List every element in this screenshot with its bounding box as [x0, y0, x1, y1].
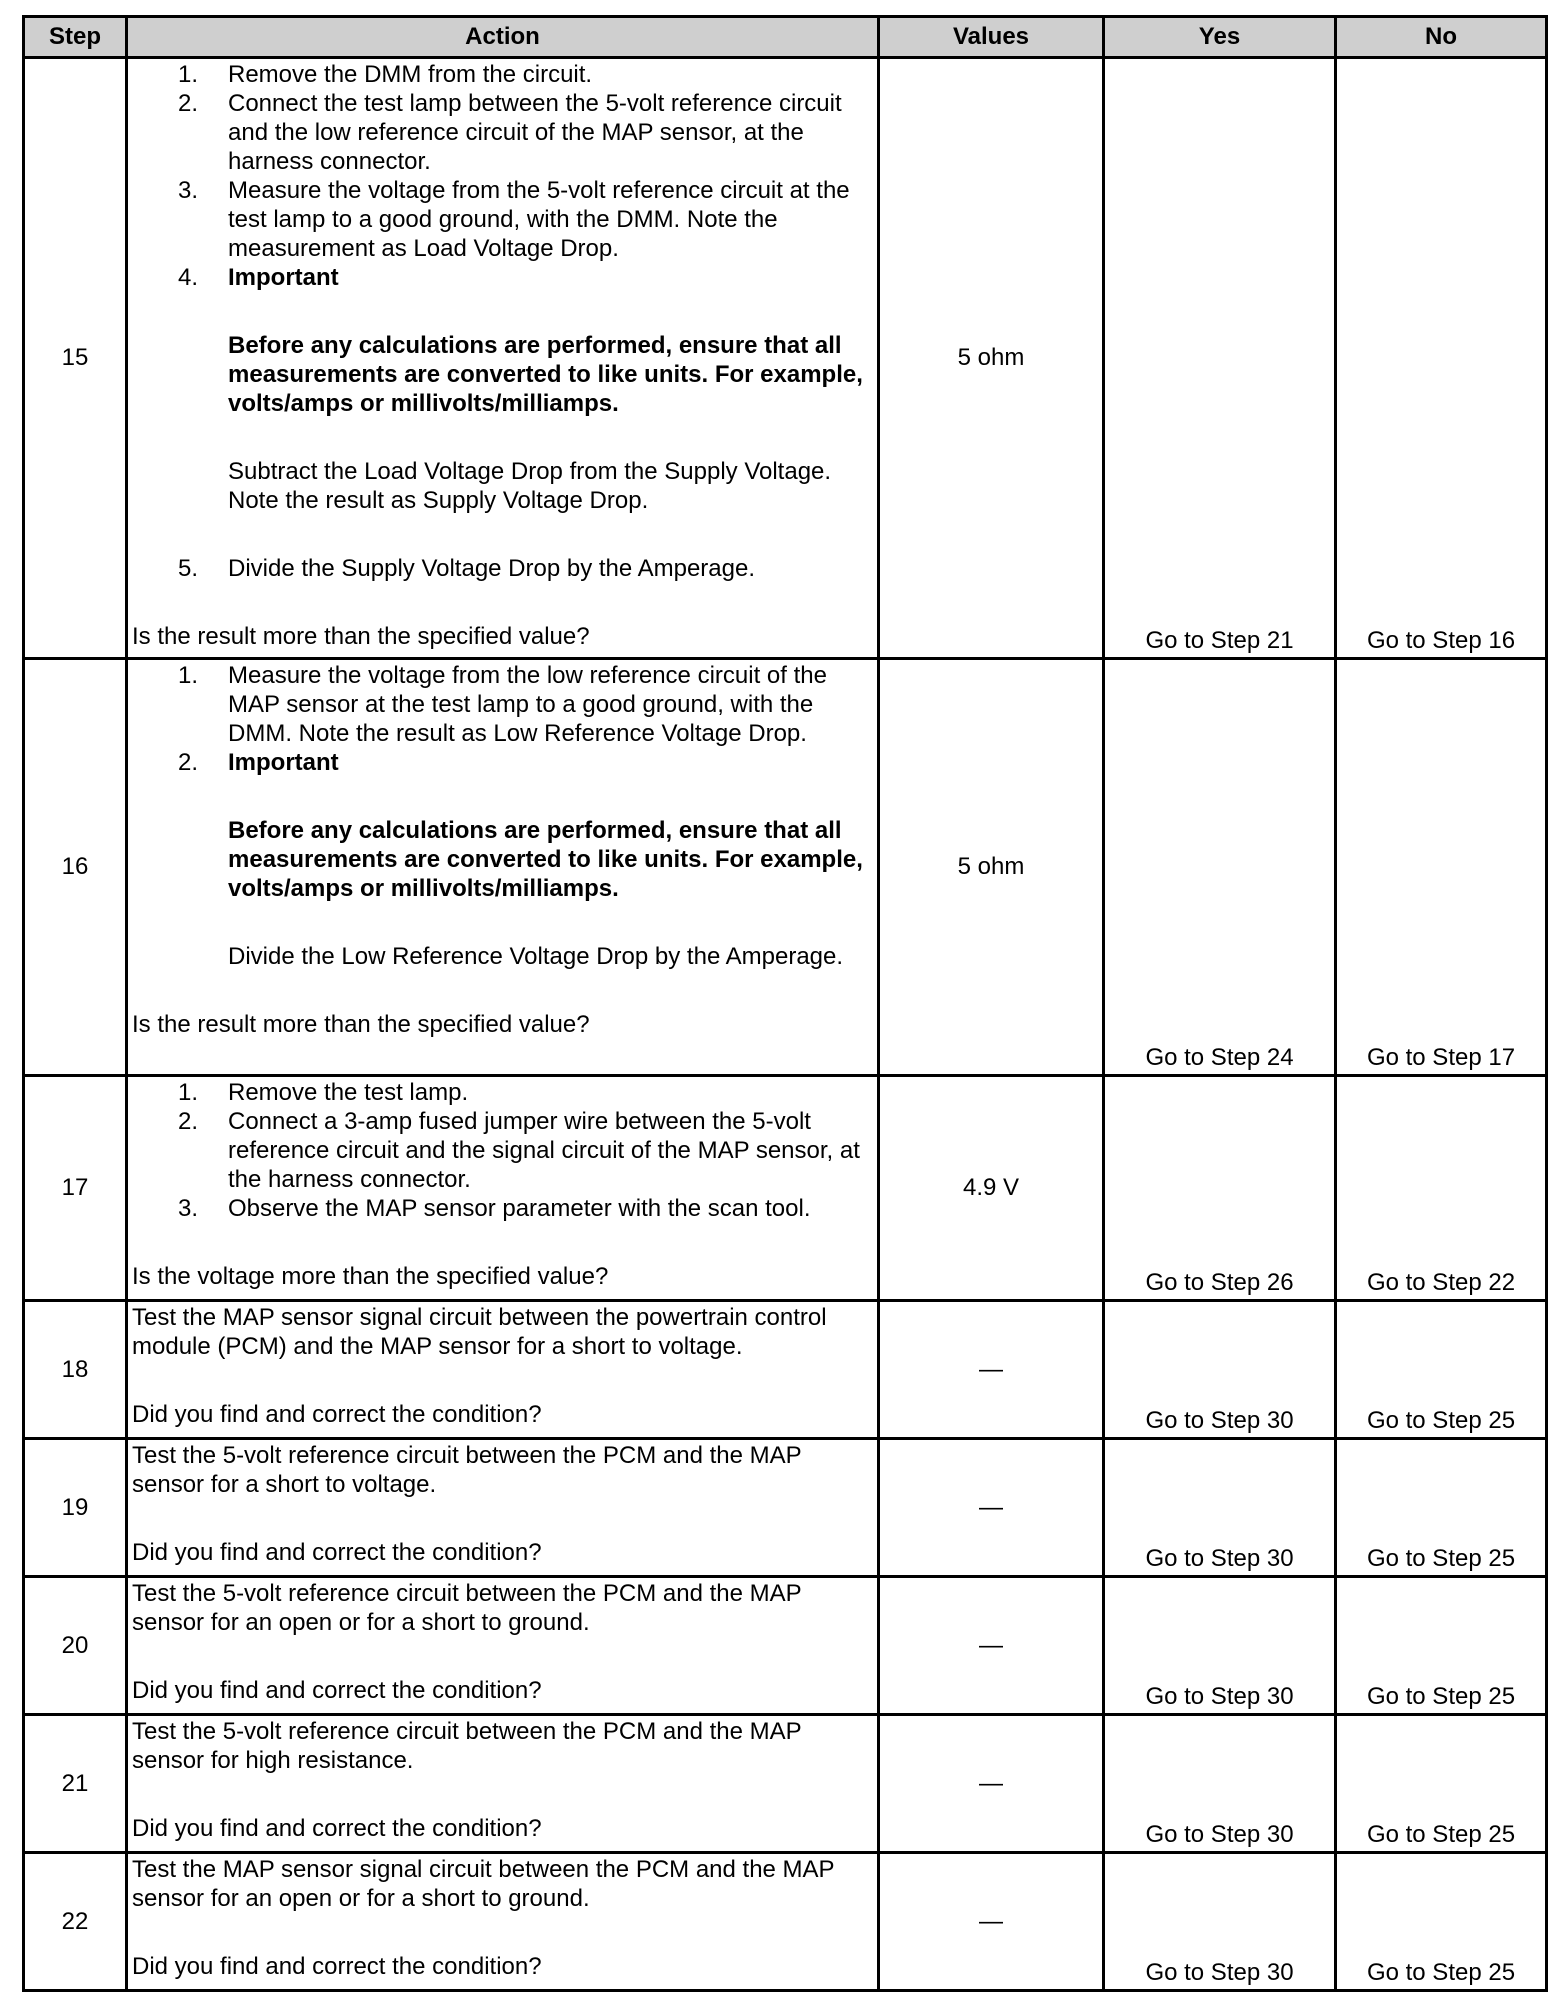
header-action: Action [127, 17, 879, 58]
item-number: 2. [177, 1108, 198, 1135]
step-number: 21 [24, 1715, 127, 1853]
no-cell: Go to Step 16 [1336, 58, 1547, 659]
item-number: 3. [177, 1195, 198, 1222]
value-cell: — [879, 1301, 1104, 1439]
step-number: 15 [24, 58, 127, 659]
item-number: 2. [177, 90, 198, 117]
question-text: Is the result more than the specified value? [132, 1011, 590, 1038]
instruction-text: Test the MAP sensor signal circuit between the powertrain control module (PCM) and the MAP sensor for a short to voltage. [132, 1304, 827, 1360]
yes-cell: Go to Step 21 [1104, 58, 1336, 659]
list-item [132, 263, 873, 292]
item-number: 3. [177, 177, 198, 204]
list-item [132, 661, 873, 748]
question-text: Did you find and correct the condition? [132, 1401, 542, 1428]
step-number: 18 [24, 1301, 127, 1439]
item-number: 1. [177, 662, 198, 689]
table-row [24, 1076, 1547, 1301]
question-text: Did you find and correct the condition? [132, 1539, 542, 1566]
table-row [24, 1439, 1547, 1577]
item-text: Remove the test lamp. [228, 1079, 469, 1106]
item-text: Observe the MAP sensor parameter with the scan tool. [228, 1195, 811, 1222]
table-row [24, 1301, 1547, 1439]
value-cell: — [879, 1853, 1104, 1991]
question-text: Is the voltage more than the specified value? [132, 1263, 609, 1290]
value-cell: 5 ohm [879, 659, 1104, 1076]
table-row [24, 1853, 1547, 1991]
table-row [24, 659, 1547, 1076]
instruction-text: Test the 5-volt reference circuit between the PCM and the MAP sensor for an open or for a short to ground. [132, 1580, 802, 1636]
action-cell [127, 1439, 879, 1577]
yes-cell: Go to Step 24 [1104, 659, 1336, 1076]
no-cell: Go to Step 17 [1336, 659, 1547, 1076]
question-text: Did you find and correct the condition? [132, 1677, 542, 1704]
action-cell [127, 659, 879, 1076]
action-cell [127, 1577, 879, 1715]
important-label: Important [228, 749, 339, 776]
item-number: 5. [177, 555, 198, 582]
yes-cell: Go to Step 30 [1104, 1715, 1336, 1853]
instruction-text: Test the MAP sensor signal circuit between the PCM and the MAP sensor for an open or for a short to ground. [132, 1856, 835, 1912]
yes-cell: Go to Step 26 [1104, 1076, 1336, 1301]
item-text: Measure the voltage from the 5-volt reference circuit at the test lamp to a good ground, with the DMM. Note the measurement as Load Voltage Drop. [228, 177, 850, 262]
list-item [132, 748, 873, 777]
action-cell [127, 1076, 879, 1301]
list-item [132, 60, 873, 89]
action-cell [127, 58, 879, 659]
action-cell [127, 1853, 879, 1991]
value-cell: 4.9 V [879, 1076, 1104, 1301]
value-cell: 5 ohm [879, 58, 1104, 659]
no-cell: Go to Step 25 [1336, 1439, 1547, 1577]
table-row [24, 1715, 1547, 1853]
no-cell: Go to Step 22 [1336, 1076, 1547, 1301]
item-text: Remove the DMM from the circuit. [228, 61, 593, 88]
action-cell [127, 1301, 879, 1439]
item-number: 1. [177, 1079, 198, 1106]
instruction-text: Test the 5-volt reference circuit between the PCM and the MAP sensor for high resistance. [132, 1718, 802, 1774]
list-item [132, 554, 873, 583]
value-cell: — [879, 1715, 1104, 1853]
header-no: No [1336, 17, 1547, 58]
table-row [24, 1577, 1547, 1715]
step-number: 22 [24, 1853, 127, 1991]
list-item [132, 1078, 873, 1107]
header-row [24, 17, 1547, 58]
instruction-text: Divide the Low Reference Voltage Drop by the Amperage. [228, 943, 844, 970]
question-text: Did you find and correct the condition? [132, 1815, 542, 1842]
instruction-text: Subtract the Load Voltage Drop from the Supply Voltage. Note the result as Supply Voltage Drop. [228, 458, 832, 514]
value-cell: — [879, 1439, 1104, 1577]
yes-cell: Go to Step 30 [1104, 1301, 1336, 1439]
no-cell: Go to Step 25 [1336, 1853, 1547, 1991]
yes-cell: Go to Step 30 [1104, 1577, 1336, 1715]
list-item [132, 1194, 873, 1223]
item-text: Measure the voltage from the low reference circuit of the MAP sensor at the test lamp to a good ground, with the DMM. Note the result as Low Reference Voltage Drop. [228, 662, 827, 747]
no-cell: Go to Step 25 [1336, 1577, 1547, 1715]
item-number: 1. [177, 61, 198, 88]
no-cell: Go to Step 25 [1336, 1301, 1547, 1439]
step-number: 20 [24, 1577, 127, 1715]
item-text: Divide the Supply Voltage Drop by the Amperage. [228, 555, 755, 582]
important-label: Important [228, 264, 339, 291]
no-cell: Go to Step 25 [1336, 1715, 1547, 1853]
header-step: Step [24, 17, 127, 58]
table-row [24, 58, 1547, 659]
list-item [132, 176, 873, 263]
header-yes: Yes [1104, 17, 1336, 58]
instruction-text: Test the 5-volt reference circuit between the PCM and the MAP sensor for a short to voltage. [132, 1442, 802, 1498]
yes-cell: Go to Step 30 [1104, 1853, 1336, 1991]
yes-cell: Go to Step 30 [1104, 1439, 1336, 1577]
list-item [132, 1107, 873, 1194]
action-cell [127, 1715, 879, 1853]
step-number: 16 [24, 659, 127, 1076]
list-item [132, 89, 873, 176]
question-text: Is the result more than the specified value? [132, 623, 590, 650]
item-number: 4. [177, 264, 198, 291]
value-cell: — [879, 1577, 1104, 1715]
header-values: Values [879, 17, 1104, 58]
step-number: 17 [24, 1076, 127, 1301]
question-text: Did you find and correct the condition? [132, 1953, 542, 1980]
diagnostic-table [22, 15, 1548, 1992]
item-number: 2. [177, 749, 198, 776]
item-text: Connect the test lamp between the 5-volt reference circuit and the low reference circuit of the MAP sensor, at the harness connector. [228, 90, 842, 175]
item-text: Connect a 3-amp fused jumper wire between the 5-volt reference circuit and the signal circuit of the MAP sensor, at the harness connector. [228, 1108, 860, 1193]
important-note: Before any calculations are performed, ensure that all measurements are converted to like units. For example, volts/amps or millivolts/milliamps. [228, 332, 863, 417]
important-note: Before any calculations are performed, ensure that all measurements are converted to like units. For example, volts/amps or millivolts/milliamps. [228, 817, 863, 902]
step-number: 19 [24, 1439, 127, 1577]
